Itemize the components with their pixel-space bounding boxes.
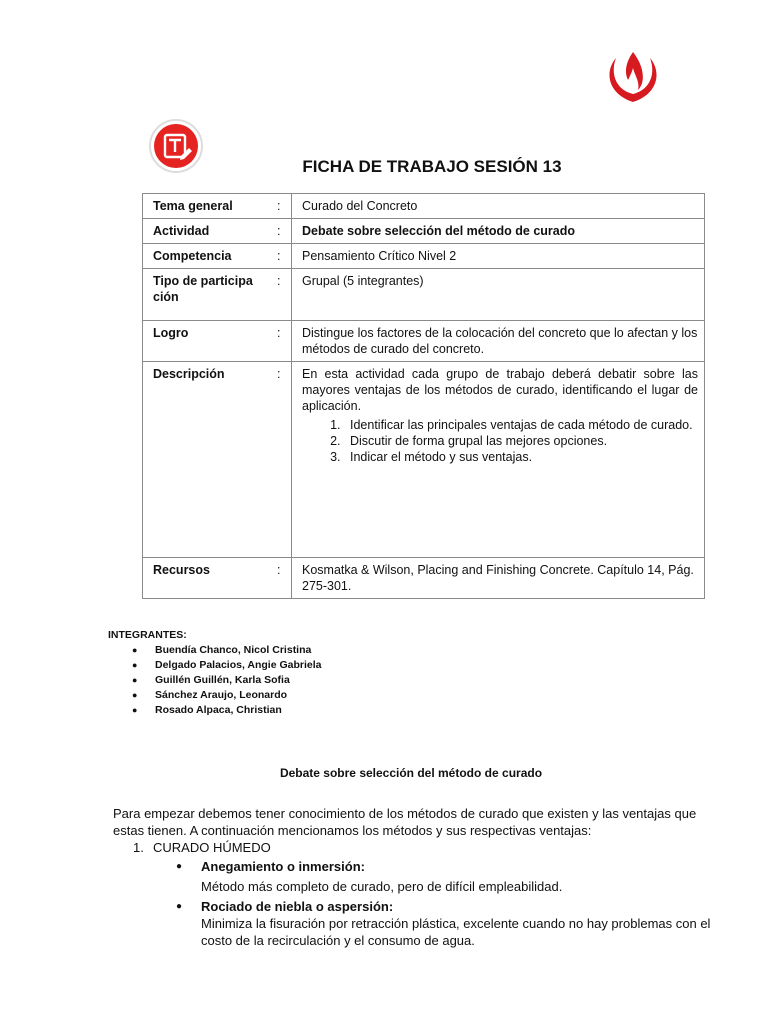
- method-title: CURADO HÚMEDO: [153, 840, 271, 855]
- method-number: 1.: [133, 840, 144, 855]
- row-separator: :: [263, 269, 292, 321]
- row-separator: :: [263, 244, 292, 269]
- description-text: En esta actividad cada grupo de trabajo deberá debatir sobre las mayores ventajas de los métodos de curado, identificando el lugar de aplicación.: [302, 367, 698, 413]
- bullet-icon: ●: [132, 645, 138, 655]
- table-row: [143, 194, 705, 219]
- method-item: [113, 859, 713, 896]
- list-item: [108, 688, 322, 703]
- list-item: [108, 658, 322, 673]
- bullet-icon: ●: [132, 705, 138, 715]
- bullet-icon: ●: [132, 675, 138, 685]
- row-separator: :: [263, 558, 292, 599]
- bullet-icon: ●: [132, 660, 138, 670]
- row-separator: :: [263, 194, 292, 219]
- row-value: Grupal (5 integrantes): [292, 269, 705, 321]
- method-item-name: Anegamiento o inmersión:: [201, 858, 365, 874]
- method-heading: [113, 840, 713, 857]
- row-value: Debate sobre selección del método de curado: [292, 219, 705, 244]
- method-item: [113, 899, 713, 950]
- member-name: Guillén Guillén, Karla Sofia: [155, 674, 290, 686]
- upc-logo: [602, 50, 664, 106]
- row-value: Curado del Concreto: [292, 194, 705, 219]
- section-subtitle: Debate sobre selección del método de curado: [279, 766, 543, 780]
- ficha-table: [142, 193, 705, 599]
- list-item: 2. Discutir de forma grupal las mejores opciones.: [344, 433, 698, 449]
- row-label: Tema general: [143, 194, 264, 219]
- intro-paragraph: Para empezar debemos tener conocimiento de los métodos de curado que existen y las ventajas que estas tienen. A continuación mencionamos los métodos y sus respectivas ventajas:: [113, 806, 697, 838]
- table-row: [143, 269, 705, 321]
- list-item: [108, 703, 322, 718]
- row-label: Competencia: [143, 244, 264, 269]
- member-name: Delgado Palacios, Angie Gabriela: [155, 659, 322, 671]
- table-row: [143, 244, 705, 269]
- bullet-icon: ●: [176, 860, 183, 872]
- table-row: [143, 219, 705, 244]
- table-row: [143, 558, 705, 599]
- member-name: Rosado Alpaca, Christian: [155, 704, 282, 716]
- list-item: 1. Identificar las principales ventajas de cada método de curado.: [344, 417, 698, 433]
- member-name: Sánchez Araujo, Leonardo: [155, 689, 288, 701]
- row-label: Tipo de participación: [143, 269, 264, 321]
- row-label: Recursos: [143, 558, 264, 599]
- bullet-icon: ●: [132, 690, 138, 700]
- row-label: Descripción: [143, 362, 264, 558]
- member-name: Buendía Chanco, Nicol Cristina: [155, 644, 312, 656]
- row-value: [292, 362, 705, 558]
- list-item: [108, 643, 322, 658]
- list-item: 3. Indicar el método y sus ventajas.: [344, 449, 698, 465]
- row-value: Kosmatka & Wilson, Placing and Finishing Concrete. Capítulo 14, Pág. 275-301.: [292, 558, 705, 599]
- method-item-name: Rociado de niebla o aspersión:: [201, 898, 394, 914]
- table-row: [143, 321, 705, 362]
- row-label: Logro: [143, 321, 264, 362]
- method-item-desc: Minimiza la fisuración por retracción plástica, excelente cuando no hay problemas con el costo de la recirculación y el consumo de agua.: [201, 916, 711, 948]
- row-separator: :: [263, 219, 292, 244]
- method-item-desc: Método más completo de curado, pero de difícil empleabilidad.: [201, 879, 563, 894]
- page-title: FICHA DE TRABAJO SESIÓN 13: [302, 157, 562, 176]
- row-value: Distingue los factores de la colocación del concreto que lo afectan y los métodos de curado del concreto.: [292, 321, 705, 362]
- steps-list: [302, 417, 698, 465]
- integrantes-section: [108, 629, 322, 718]
- methods-list: [113, 840, 713, 949]
- members-list: [108, 643, 322, 718]
- list-item: [108, 673, 322, 688]
- integrantes-heading: INTEGRANTES:: [108, 629, 187, 641]
- row-label: Actividad: [143, 219, 264, 244]
- row-value: Pensamiento Crítico Nivel 2: [292, 244, 705, 269]
- table-row: [143, 362, 705, 558]
- row-separator: :: [263, 362, 292, 558]
- bullet-icon: ●: [176, 900, 183, 912]
- row-separator: :: [263, 321, 292, 362]
